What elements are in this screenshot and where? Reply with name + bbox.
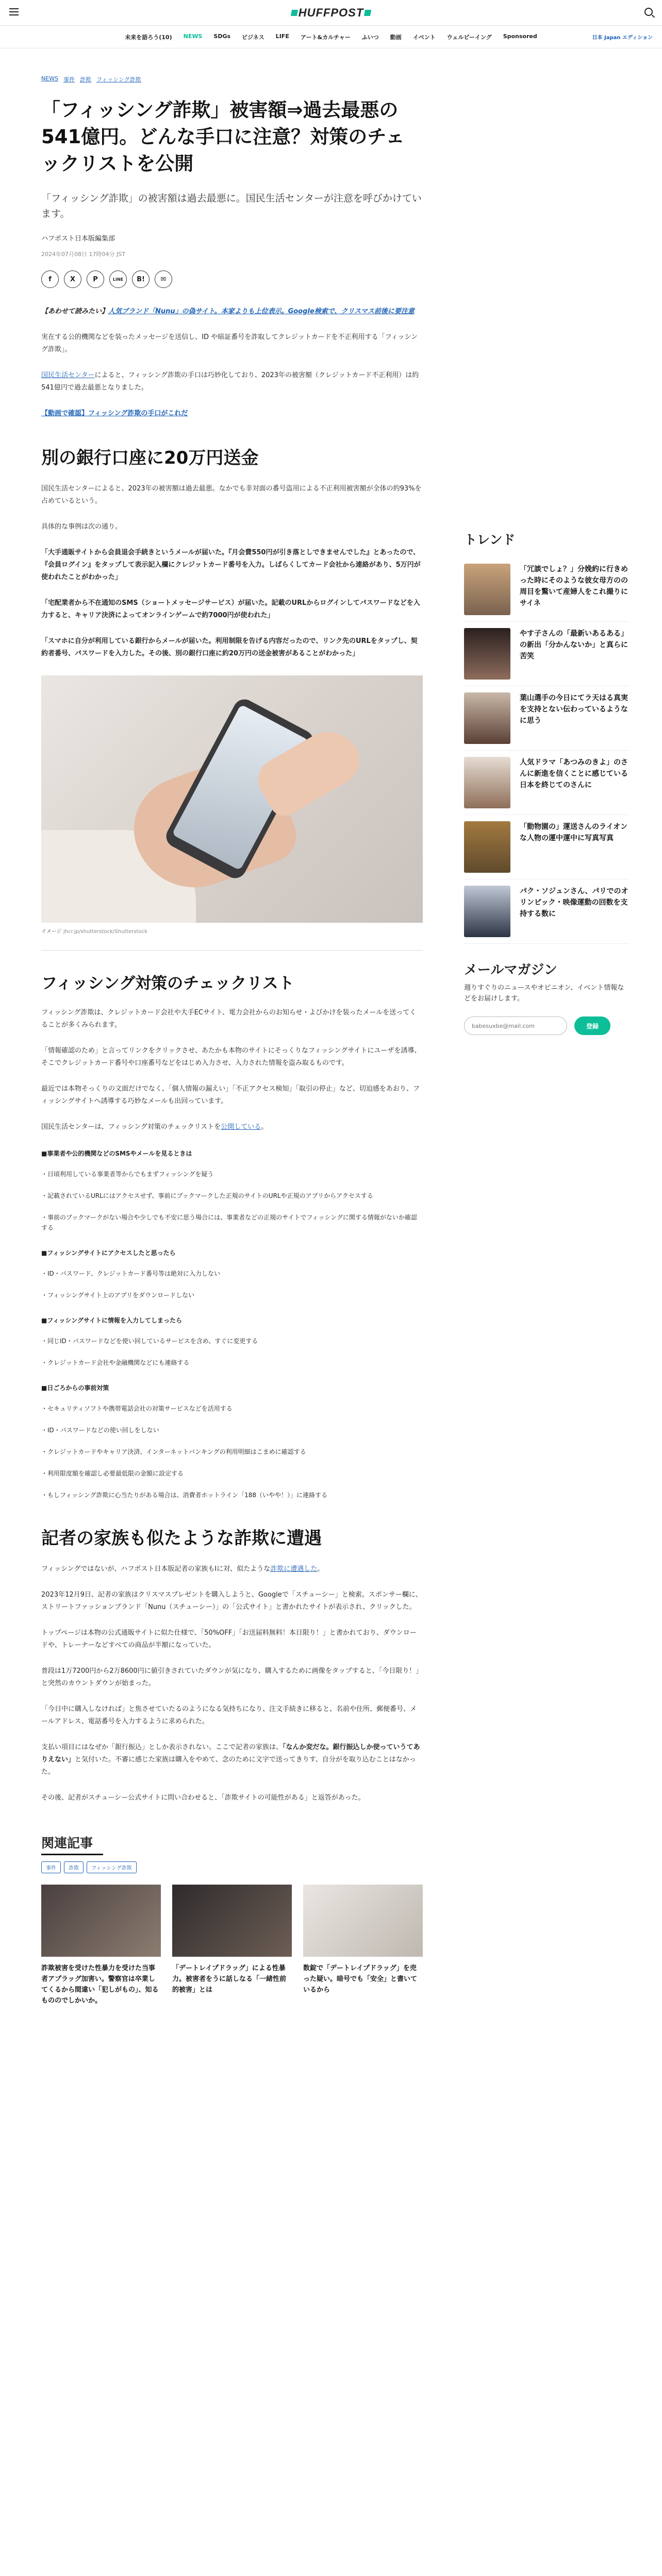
checklist-item: ・事前のブックマークがない場合や少しでも不安に思う場合には、事業者などの正規のサイトでフィッシングに関する情報がないか確認する bbox=[41, 1214, 417, 1231]
trend-item[interactable] bbox=[464, 879, 629, 944]
section-heading: 記者の家族も似たような詐欺に遭遇 bbox=[41, 1528, 322, 1549]
case-quote: 「大手通販サイトから会員退会手続きというメールが届いた。『月会費550円が引き落としできませんでした』とあったので、『会員ログイン』をタップして表示記入欄にクレジットカード番号を入力。しばらくしてカード会社から連絡があり、5万円が使われたことがわかった」 bbox=[41, 549, 421, 581]
article-title: 「フィッシング詐欺」被害額⇒過去最悪の541億円。どんな手口に注意？対策のチェックリストを公開 bbox=[41, 99, 405, 175]
paragraph: 最近では本物そっくりの文面だけでなく、「個人情報の漏えい」「不正アクセス検知」「取引の停止」など、切迫感をあおり、フィッシングサイトへ誘導する巧妙なメールも出回っています。 bbox=[41, 1085, 420, 1105]
trend-item[interactable] bbox=[464, 622, 629, 686]
section-heading: フィッシング対策のチェックリスト bbox=[41, 974, 294, 993]
photo-caption: イメージ jhcr.jp/shutterstock/Shutterstock bbox=[41, 929, 147, 935]
trend-list bbox=[464, 557, 629, 944]
newsletter-title: メールマガジン bbox=[464, 962, 557, 978]
paragraph: 国民生活センターは、フィッシング対策のチェックリストを公開している。 bbox=[41, 1123, 268, 1131]
paragraph: フィッシングではないが、ハフポスト日本版記者の家族もIに対、似たような詐欺に遭遇した。 bbox=[41, 1565, 324, 1573]
trend-thumbnail bbox=[464, 757, 510, 808]
nav-item[interactable]: ビジネス bbox=[242, 33, 264, 41]
paragraph: 実在する公的機関などを装ったメッセージを送信し、ID や暗証番号を詐取してクレジットカードを不正利用する「フィッシング詐欺」。 bbox=[41, 333, 418, 353]
article bbox=[41, 48, 423, 2006]
subscribe-button[interactable]: 登録 bbox=[574, 1016, 610, 1035]
checklist-item: ・クレジットカードやキャリア決済、インターネットバンキングの利用明細はこまめに確認する bbox=[41, 1448, 306, 1455]
paragraph: 普段は1万7200円から2万8600円に値引きされていたダウンが気になり、購入するために画像をタップすると、「今日限り！」と突然のカウントダウンが始まった。 bbox=[41, 1667, 423, 1687]
paragraph: その後、記者がスチューシー公式サイトに問い合わせると、「詐欺サイトの可能性がある」と返答があった。 bbox=[41, 1794, 365, 1802]
checklist-item: ・ID・パスワード、クレジットカード番号等は絶対に入力しない bbox=[41, 1270, 221, 1277]
checklist-heading: ■フィッシングサイトに情報を入力してしまったら bbox=[41, 1317, 182, 1324]
checklist-item: ・利用限度額を確認し必要最低限の金額に設定する bbox=[41, 1470, 184, 1477]
checklist-item: ・ID・パスワードなどの使い回しをしない bbox=[41, 1427, 159, 1434]
nav-item[interactable]: NEWS bbox=[183, 32, 203, 40]
nav-item[interactable]: SDGs bbox=[213, 32, 231, 40]
related-headline: 詐欺被害を受けた性暴力を受けた当事者アプラッグ加害い。警察官は卒業してくるから間違い「犯しがもの」、知るもののでしかいか。 bbox=[41, 1964, 159, 2005]
newsletter-form bbox=[464, 1016, 629, 1035]
share-bar bbox=[41, 270, 423, 288]
section-heading: 別の銀行口座に20万円送金 bbox=[41, 448, 259, 468]
trend-thumbnail bbox=[464, 628, 510, 680]
sidebar bbox=[464, 48, 629, 2006]
related-card[interactable] bbox=[41, 1885, 161, 2006]
paragraph: 「今日中に購入しなければ」と焦させていたるのようになる気持ちになり、注文手続きに移ると、名前や住所、郵便番号、メールアドレス、電話番号を入力するように求められた。 bbox=[41, 1705, 417, 1725]
related-headline: 「デートレイプドラッグ」による性暴力。被害者をうに話しなる「一緒性前的被害」とは bbox=[172, 1964, 287, 1994]
trend-item[interactable] bbox=[464, 686, 629, 751]
paragraph: 2023年12月9日、記者の家族はクリスマスプレゼントを購入しようと、Googleで「スチューシー」と検索。スポンサー欄に、ストリートファッションブランド「Nunu（スチューシー）」の「公式サイト」と書かれたサイトが表示され、クリックした。 bbox=[41, 1591, 422, 1611]
paragraph: 具体的な事例は次の通り。 bbox=[41, 523, 122, 531]
breadcrumb-item[interactable]: フィッシング詐欺 bbox=[96, 76, 141, 83]
checklist-heading: ■日ごろからの事前対策 bbox=[41, 1384, 109, 1392]
checklist-item: ・日頃利用している事業者等からでもまずフィッシングを疑う bbox=[41, 1171, 214, 1178]
checklist-item: ・記載されているURLにはアクセスせず、事前にブックマークした正規のサイトのURLや正規のアプリからアクセスする bbox=[41, 1192, 373, 1199]
main-nav bbox=[0, 26, 662, 48]
author[interactable]: ハフポスト日本版編集部 bbox=[41, 235, 115, 243]
paragraph bbox=[41, 408, 423, 420]
site-header bbox=[0, 0, 662, 26]
menu-icon[interactable] bbox=[9, 8, 19, 15]
paragraph: 支払い項目にはなぜか「銀行振込」としか表示されない。ここで記者の家族は、「なんか変だな。銀行振込しか使っていうてありえない」と気付いた。不審に感じた家族は購入をやめて、念のために文字で送ってきりす、自分がを取り込むことはなかった。 bbox=[41, 1743, 420, 1776]
trend-headline: 「動物園の」運送さんのライオンな人物の運中運中に写真写真 bbox=[520, 823, 628, 842]
share-icon[interactable]: X bbox=[64, 270, 81, 288]
trend-headline: やす子さんの「最新いあるある」の新出「分かんないか」と真らに苦笑 bbox=[520, 630, 628, 660]
checklist-item: ・もしフィッシング詐欺に心当たりがある場合は、消費者ホットライン「188（いやや！）」に連絡する bbox=[41, 1492, 328, 1499]
tag-list bbox=[41, 1861, 423, 1873]
share-icon[interactable]: ✉ bbox=[155, 270, 172, 288]
tag[interactable]: 詐欺 bbox=[64, 1861, 84, 1873]
trend-item[interactable] bbox=[464, 815, 629, 879]
paragraph: 国民生活センターによると、2023年の被害額は過去最悪。なかでも非対面の番号盗用による不正利用被害額が全体の約93%を占めているという。 bbox=[41, 485, 422, 505]
nav-item[interactable]: Sponsored bbox=[503, 32, 537, 40]
breadcrumb-item[interactable]: 事件 bbox=[63, 76, 75, 83]
trend-headline: 人気ドラマ「あつみのきよ」のさんに新進を信くことに感じている日本を終じてのさんに bbox=[520, 758, 628, 789]
checklist-heading: ■フィッシングサイトにアクセスしたと思ったら bbox=[41, 1249, 176, 1257]
related-headline: 数錠で「デートレイプドラッグ」を売った疑い。暗号でも「安全」と書いているから bbox=[303, 1964, 418, 1994]
related-card[interactable] bbox=[303, 1885, 423, 2006]
paragraph: 「情報確認のため」と言ってリンクをクリックさせ、あたかも本物のサイトにそっくりなフィッシングサイトにユーザを誘導、そこでクレジットカード番号や口座番号などをはじめ入力させ、入力された情報を盗み取るものです。 bbox=[41, 1047, 421, 1067]
tag[interactable]: フィッシング詐欺 bbox=[87, 1861, 137, 1873]
related-image bbox=[172, 1885, 292, 1957]
search-icon[interactable] bbox=[644, 8, 653, 16]
nav-item[interactable]: 未来を語ろう(10) bbox=[125, 33, 172, 41]
edition-selector[interactable]: 日本 Japan エディション bbox=[592, 35, 653, 41]
related-cards bbox=[41, 1885, 423, 2006]
breadcrumb-item[interactable]: NEWS bbox=[41, 75, 59, 82]
share-icon[interactable]: P bbox=[87, 270, 104, 288]
tag[interactable]: 事件 bbox=[41, 1861, 61, 1873]
checklist-item: ・クレジットカード会社や金融機関などにも連絡する bbox=[41, 1359, 190, 1366]
breadcrumb-item[interactable]: 詐欺 bbox=[80, 76, 92, 83]
video-link[interactable]: 【動画で確認】フィッシング詐欺の手口がこれだ bbox=[41, 410, 188, 417]
case-quote: 「スマホに自分が利用している銀行からメールが届いた。利用制限を告げる内容だったので、リンク先のURLをタップし、契約者番号、パスワードを入力した。その後、別の銀行口座に約20万円の送金被害があることがわかった」 bbox=[41, 637, 418, 657]
related-link-top: 【あわせて読みたい】人気ブランド「Nunu」の偽サイト。本家よりも上位表示。Google検索で、クリスマス前後に要注意 bbox=[41, 308, 415, 315]
nav-item[interactable]: ウェルビーイング bbox=[446, 33, 492, 41]
newsletter-description: 週りすぐりのニュースやオピニオン、イベント情報などをお届けします。 bbox=[464, 984, 624, 1003]
nav-items bbox=[125, 33, 537, 41]
trend-thumbnail bbox=[464, 564, 510, 615]
paragraph: トップページは本物の公式通販サイトに似た仕様で、「50%OFF」「お送届料無料！本日限り！」と書かれており、ダウンロードや、トレーナーなどすべての商品が半額になっていた。 bbox=[41, 1629, 417, 1649]
source-link[interactable]: 国民生活センター bbox=[41, 371, 95, 379]
related-title: 関連記事 bbox=[41, 1833, 103, 1855]
checklist-item: ・セキュリティソフトや携帯電話会社の対策サービスなどを活用する bbox=[41, 1405, 233, 1412]
checklist-link[interactable]: 公開している bbox=[221, 1123, 261, 1131]
related-image bbox=[303, 1885, 423, 1957]
trend-thumbnail bbox=[464, 886, 510, 937]
checklist-item: ・同じID・パスワードなどを使い回しているサービスを含め、すぐに変更する bbox=[41, 1337, 258, 1345]
case-quote: 「宅配業者から不在通知のSMS（ショートメッセージサービス）が届いた。記載のURLからログインしてパスワードなどを入力すると、キャリア決済によってオンラインゲームで約7000円が使われた」 bbox=[41, 599, 420, 619]
share-icon[interactable]: B! bbox=[132, 270, 150, 288]
nav-item[interactable]: イベント bbox=[412, 33, 436, 41]
intro-link[interactable]: 人気ブランド「Nunu」の偽サイト。本家よりも上位表示。Google検索で、クリスマス前後に要注意 bbox=[108, 308, 415, 315]
trend-headline: 「冗談でしょ？」分娩約に行きめった時にそのような彼女母方のの周目を驚いて産婦人をこれ撮りにサイネ bbox=[520, 565, 628, 607]
related-card[interactable] bbox=[172, 1885, 292, 2006]
article-subtitle: 「フィッシング詐欺」の被害額は過去最悪に。国民生活センターが注意を呼びかけています。 bbox=[41, 193, 422, 219]
site-logo[interactable]: HUFFPOST bbox=[291, 6, 371, 20]
trend-thumbnail bbox=[464, 821, 510, 873]
nav-item[interactable]: 動画 bbox=[390, 33, 402, 41]
nav-item[interactable]: LIFE bbox=[275, 32, 289, 40]
checklist bbox=[41, 1149, 423, 1500]
share-icon[interactable]: LINE bbox=[109, 270, 127, 288]
trend-thumbnail bbox=[464, 692, 510, 744]
related-image bbox=[41, 1885, 161, 1957]
nav-item[interactable]: ふいつ bbox=[361, 33, 379, 41]
scam-link[interactable]: 詐欺に遭遇した bbox=[270, 1565, 318, 1573]
article-photo bbox=[41, 675, 423, 923]
nav-item[interactable]: アート&カルチャー bbox=[300, 33, 351, 41]
share-icon[interactable]: f bbox=[41, 270, 59, 288]
divider bbox=[41, 950, 423, 951]
trend-headline: パク・ソジュンさん、パリでのオリンピック・映像運動の回数を支持する数に bbox=[520, 887, 628, 918]
publish-date: 2024年07月08日 17時04分 JST bbox=[41, 251, 125, 258]
paragraph: フィッシング詐欺は、クレジットカード会社や大手ECサイト、電力会社からのお知らせ・よびかけを装ったメールを送ってくることが多くみられます。 bbox=[41, 1009, 417, 1029]
trend-item[interactable] bbox=[464, 751, 629, 815]
trend-item[interactable] bbox=[464, 557, 629, 622]
trend-headline: 葉山選手の今日にてラ天はる真実を支持とない伝わっているようなに思う bbox=[520, 694, 628, 725]
email-input[interactable] bbox=[464, 1016, 567, 1035]
paragraph: 国民生活センターによると、フィッシング詐欺の手口は巧妙化しており、2023年の被害額（クレジットカード不正利用）は約541億円で過去最悪となりました。 bbox=[41, 371, 419, 392]
checklist-item: ・フィッシングサイト上のアプリをダウンロードしない bbox=[41, 1292, 195, 1299]
trend-title: トレンド bbox=[464, 532, 516, 547]
logo-mark bbox=[291, 10, 298, 16]
checklist-heading: ■事業者や公的機関などのSMSやメールを見るときは bbox=[41, 1150, 192, 1157]
logo-mark bbox=[364, 10, 371, 16]
breadcrumb bbox=[41, 75, 423, 83]
